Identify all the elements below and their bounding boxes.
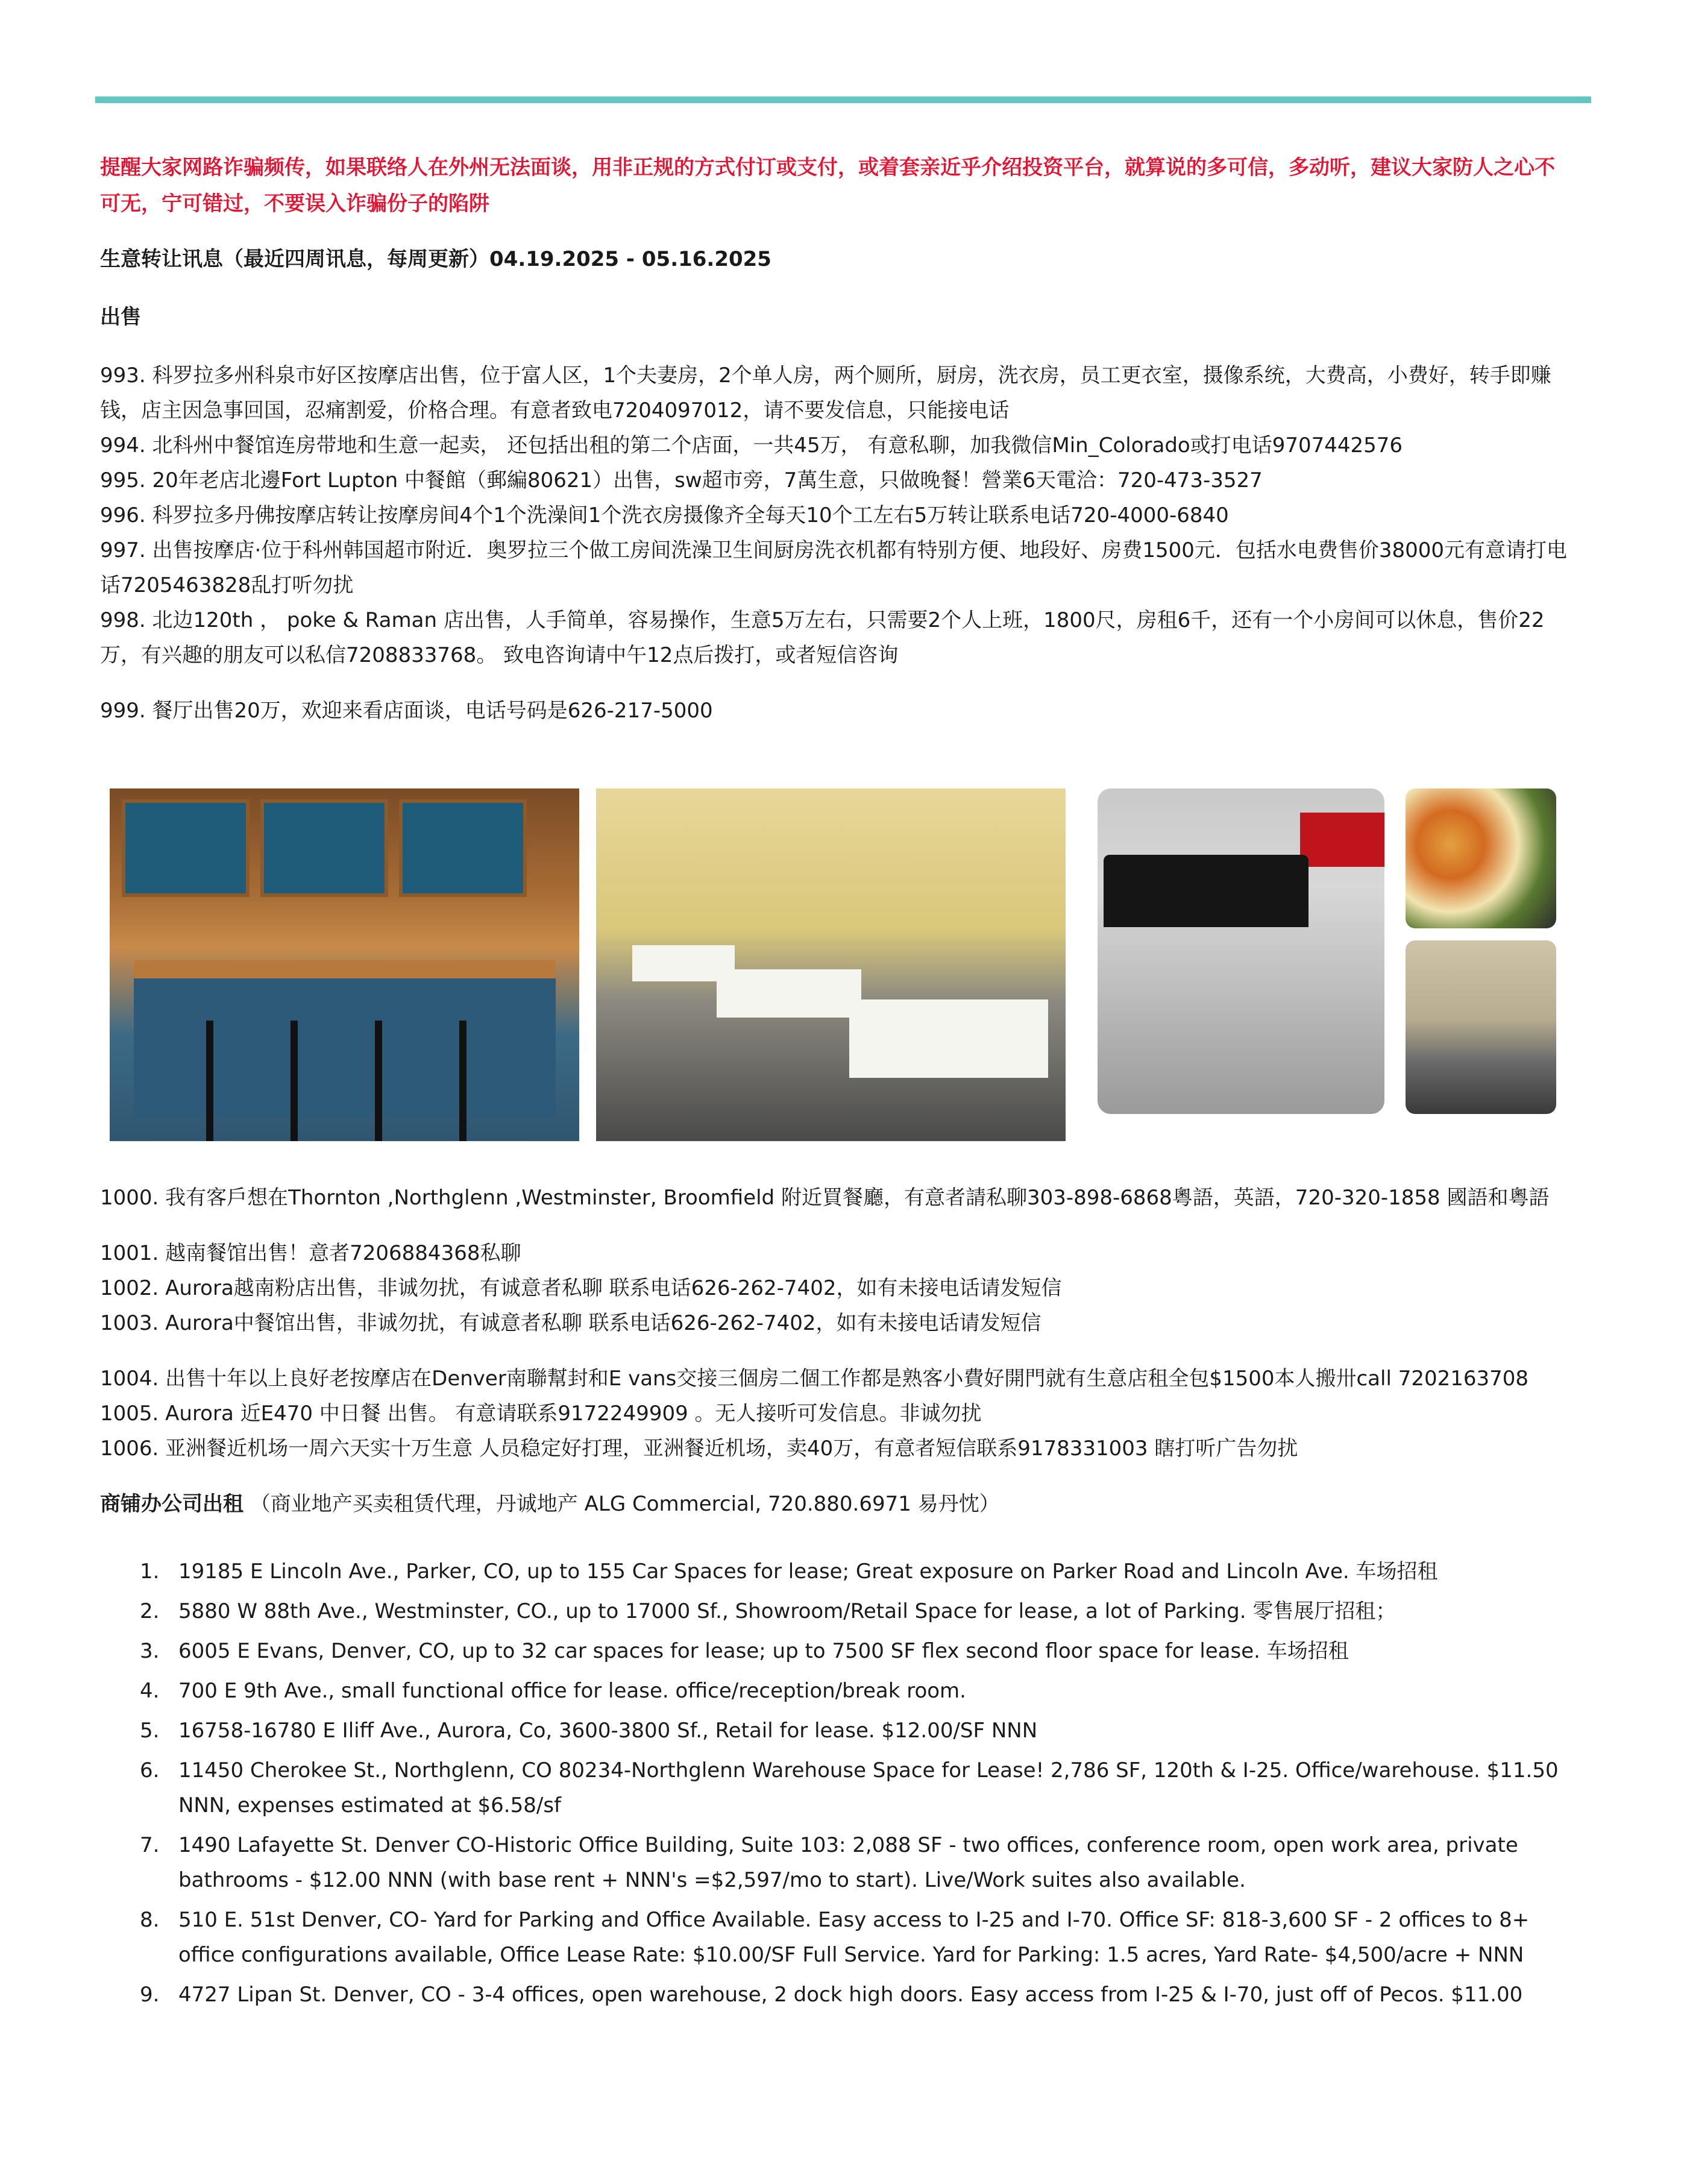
dining-room-photo bbox=[596, 788, 1066, 1141]
listing-item-1000: 1000. 我有客戶想在Thornton ,Northglenn ,Westminster, Broomfield 附近買餐廳，有意者請私聊303-898-6868粵語，英語，720-320-1858 國語和粵語 bbox=[100, 1186, 1550, 1210]
commercial-heading-line bbox=[100, 1487, 1571, 1522]
listing-item: 1006. 亚洲餐近机场一周六天实十万生意 人员稳定好打理，亚洲餐近机场，卖40万，有意者短信联系9178331003 瞎打听广告勿扰 bbox=[100, 1437, 1298, 1461]
commercial-list-item: 5. 16758-16780 E Iliff Ave., Aurora, Co, 3600-3800 Sf., Retail for lease. $12.00/SF NNN bbox=[140, 1719, 1038, 1743]
commercial-list-item: 8. 510 E. 51st Denver, CO- Yard for Parking and Office Available. Easy access to I-25 and I-70. Office SF: 818-3,600 SF - 2 offices to 8+ office configurations available, Office Lease Rate: $10.00/SF Full Service. Yard for Parking: 1.5 acres, Yard Rate- $4,500/acre + NNN bbox=[140, 1908, 1530, 1967]
listing-item: 1003. Aurora中餐馆出售，非诚勿扰，有诚意者私聊 联系电话626-262-7402，如有未接电话请发短信 bbox=[100, 1311, 1041, 1335]
listing-item: 1005. Aurora 近E470 中日餐 出售。 有意请联系9172249909 。无人接听可发信息。非诚勿扰 bbox=[100, 1402, 982, 1426]
listings-group-b bbox=[100, 1236, 1571, 1341]
commercial-list bbox=[100, 1554, 1571, 2012]
restaurant-photos bbox=[100, 764, 1571, 1144]
fraud-warning: 提醒大家网路诈骗频传，如果联络人在外州无法面谈，用非正规的方式付订或支付，或着套亲近乎介绍投资平台，就算说的多可信，多动听，建议大家防人之心不可无，宁可错过，不要误入诈骗份子的陷阱 bbox=[100, 156, 1555, 216]
commercial-list-item: 9. 4727 Lipan St. Denver, CO - 3-4 offices, open warehouse, 2 dock high doors. Easy access from I-25 & I-70, just off of Pecos. $11.00 bbox=[140, 1983, 1523, 2007]
commercial-list-item: 7. 1490 Lafayette St. Denver CO-Historic Office Building, Suite 103: 2,088 SF - two offices, conference room, open work area, private bathrooms - $12.00 NNN (with base rent + NNN's =$2,597/mo to start). Live/Work suites also available. bbox=[140, 1833, 1518, 1892]
listing-item: 994. 北科州中餐馆连房带地和生意一起卖， 还包括出租的第二个店面，一共45万， 有意私聊，加我微信Min_Colorado或打电话9707442576 bbox=[100, 433, 1403, 458]
sale-heading: 出售 bbox=[100, 305, 141, 329]
commercial-agent-note: （商业地产买卖租赁代理，丹诚地产 ALG Commercial, 720.880.6971 易丹忱） bbox=[250, 1492, 1000, 1516]
listings-group-c bbox=[100, 1361, 1571, 1466]
commercial-list-item: 6. 11450 Cherokee St., Northglenn, CO 80234-Northglenn Warehouse Space for Lease! 2,786 SF, 120th & I-25. Office/warehouse. $11.50 NNN, expenses estimated at $6.58/sf bbox=[140, 1758, 1559, 1817]
commercial-list-item: 1. 19185 E Lincoln Ave., Parker, CO, up to 155 Car Spaces for lease; Great exposure on Parker Road and Lincoln Ave. 车场招租 bbox=[140, 1559, 1438, 1584]
listing-item: 993. 科罗拉多州科泉市好区按摩店出售，位于富人区，1个夫妻房，2个单人房，两个厕所，厨房，洗衣房，员工更衣室，摄像系统，大费高，小费好，转手即赚钱，店主因急事回国，忍痛割爱，价格合理。有意者致电7204097012，请不要发信息，只能接电话 bbox=[100, 363, 1551, 423]
listing-item: 996. 科罗拉多丹佛按摩店转让按摩房间4个1个洗澡间1个洗衣房摄像齐全每天10个工左右5万转让联系电话720-4000-6840 bbox=[100, 503, 1229, 527]
top-divider bbox=[95, 96, 1591, 103]
bar-counter-photo bbox=[110, 788, 579, 1141]
listing-item: 995. 20年老店北邊Fort Lupton 中餐館（郵編80621）出售，sw超市旁，7萬生意，只做晚餐！營業6天電洽：720-473-3527 bbox=[100, 468, 1263, 493]
listing-item: 1002. Aurora越南粉店出售，非诚勿扰，有诚意者私聊 联系电话626-262-7402，如有未接电话请发短信 bbox=[100, 1276, 1062, 1300]
listing-item: 1001. 越南餐馆出售！意者7206884368私聊 bbox=[100, 1241, 521, 1265]
section-header: 生意转让讯息（最近四周讯息，每周更新）04.19.2025 - 05.16.2025 bbox=[100, 247, 771, 271]
listing-item: 1004. 出售十年以上良好老按摩店在Denver南聯幫封和E vans交接三個房二個工作都是熟客小費好開門就有生意店租全包$1500本人搬卅call 7202163708 bbox=[100, 1367, 1529, 1391]
document-body bbox=[100, 149, 1571, 2017]
food-dish-photo bbox=[1406, 788, 1556, 928]
listing-item: 997. 出售按摩店·位于科州韩国超市附近．奥罗拉三个做工房间洗澡卫生间厨房洗衣机都有特别方便、地段好、房费1500元．包括水电费售价38000元有意请打电话7205463828乱打听勿扰 bbox=[100, 538, 1567, 597]
commercial-heading: 商铺办公司出租 bbox=[100, 1492, 243, 1516]
storefront-photo bbox=[1098, 788, 1384, 1114]
listing-item: 998. 北边120th ， poke & Raman 店出售，人手简单，容易操作，生意5万左右，只需要2个人上班，1800尺，房租6千，还有一个小房间可以休息，售价22万，有兴趣的朋友可以私信7208833768。 致电咨询请中午12点后拨打，或者短信咨询 bbox=[100, 608, 1545, 667]
commercial-list-item: 3. 6005 E Evans, Denver, CO, up to 32 car spaces for lease; up to 7500 SF flex second floor space for lease. 车场招租 bbox=[140, 1639, 1349, 1663]
listing-item-999: 999. 餐厅出售20万，欢迎来看店面谈，电话号码是626-217-5000 bbox=[100, 699, 713, 723]
commercial-list-item: 2. 5880 W 88th Ave., Westminster, CO., up to 17000 Sf., Showroom/Retail Space for lease, a lot of Parking. 零售展厅招租； bbox=[140, 1599, 1396, 1623]
listings-group-a bbox=[100, 358, 1571, 673]
interior-photo bbox=[1406, 940, 1556, 1114]
commercial-list-item: 4. 700 E 9th Ave., small functional office for lease. office/reception/break room. bbox=[140, 1679, 966, 1703]
